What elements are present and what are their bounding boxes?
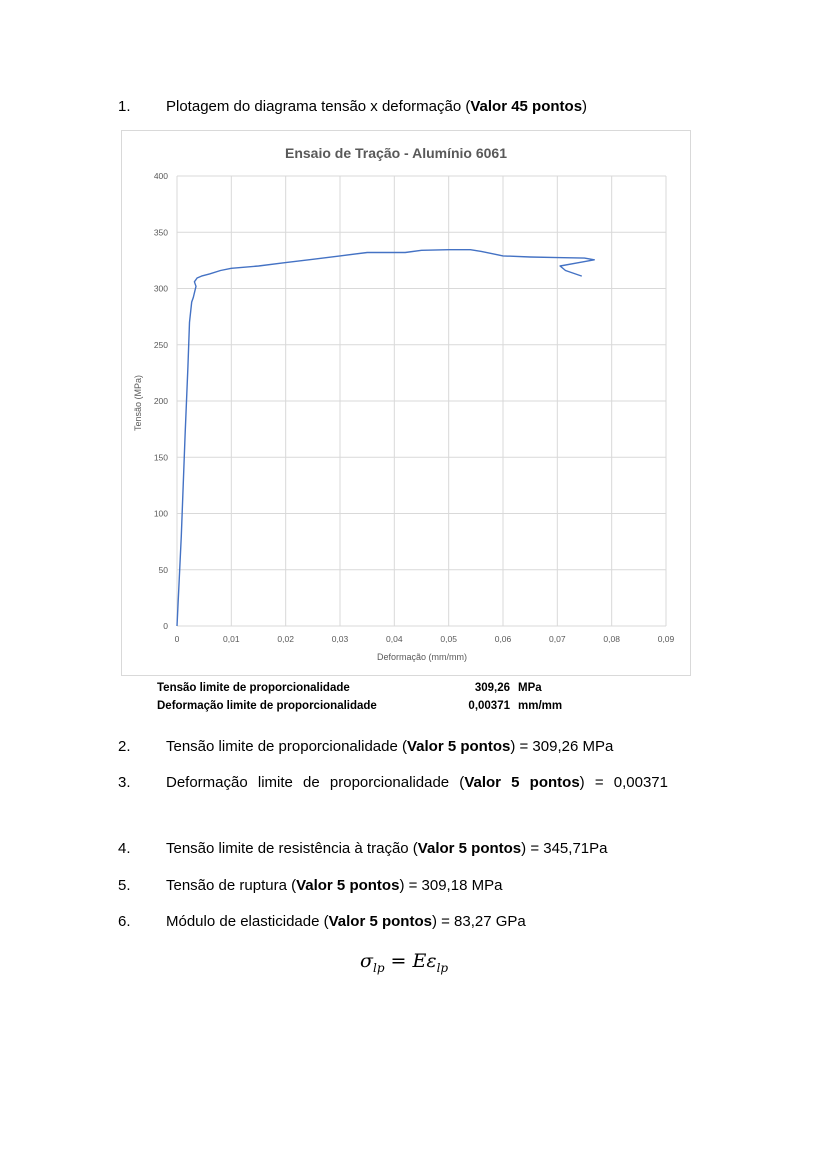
y-tick-label: 200 [153, 396, 168, 406]
y-tick-label: 100 [153, 508, 168, 519]
y-tick-label: 400 [153, 171, 168, 181]
summary-unit: mm/mm [518, 700, 563, 712]
summary-unit: MPa [518, 682, 542, 694]
question-text: Deformação limite de proporcionalidade (Valor 5 pontos) = 0,00371 [166, 774, 668, 791]
question-text: Tensão limite de proporcionalidade (Valor 5 pontos) = 309,26 MPa [166, 738, 614, 755]
x-tick-label: 0,09 [657, 634, 675, 644]
summary-label: Tensão limite de proporcionalidade [157, 682, 350, 694]
y-tick-label: 350 [153, 227, 168, 238]
x-tick-label: 0,08 [603, 634, 620, 644]
x-tick-label: 0,06 [494, 634, 512, 644]
summary-value: 309,26 [474, 682, 510, 694]
question-text: Tensão limite de resistência à tração (Valor 5 pontos) = 345,71Pa [166, 840, 608, 857]
y-tick-label: 50 [158, 564, 168, 575]
stress-strain-chart [121, 130, 691, 676]
question-number: 6. [118, 913, 131, 930]
x-tick-label: 0,01 [223, 634, 240, 644]
y-tick-label: 250 [153, 339, 168, 350]
chart-title: Ensaio de Tração - Alumínio 6061 [285, 145, 507, 161]
summary-label: Deformação limite de proporcionalidade [157, 700, 377, 712]
question-number: 3. [118, 774, 131, 791]
x-tick-label: 0,05 [440, 634, 457, 644]
x-tick-label: 0 [174, 634, 180, 644]
x-tick-label: 0,03 [331, 634, 349, 644]
summary-value: 0,00371 [468, 700, 510, 712]
x-tick-label: 0,02 [277, 634, 294, 644]
question-number: 4. [118, 840, 131, 857]
formula-elasticity: $\sigma_{lp} = E\varepsilon_{lp}$ [360, 950, 449, 975]
y-tick-label: 300 [153, 283, 168, 294]
question-text: Plotagem do diagrama tensão x deformação (Valor 45 pontos) [166, 98, 588, 115]
chart-svg [122, 131, 690, 675]
x-tick-label: 0,04 [386, 634, 403, 644]
y-axis-label: Tensão (MPa) [133, 374, 143, 432]
x-axis-label: Deformação (mm/mm) [376, 652, 468, 662]
x-tick-label: 0,07 [549, 634, 566, 644]
y-tick-label: 150 [153, 452, 168, 463]
question-number: 2. [118, 738, 131, 755]
question-text: Tensão de ruptura (Valor 5 pontos) = 309,18 MPa [166, 877, 503, 894]
question-number: 1. [118, 98, 131, 115]
question-text: Módulo de elasticidade (Valor 5 pontos) = 83,27 GPa [166, 913, 526, 930]
y-tick-label: 0 [163, 621, 168, 631]
question-number: 5. [118, 877, 131, 894]
